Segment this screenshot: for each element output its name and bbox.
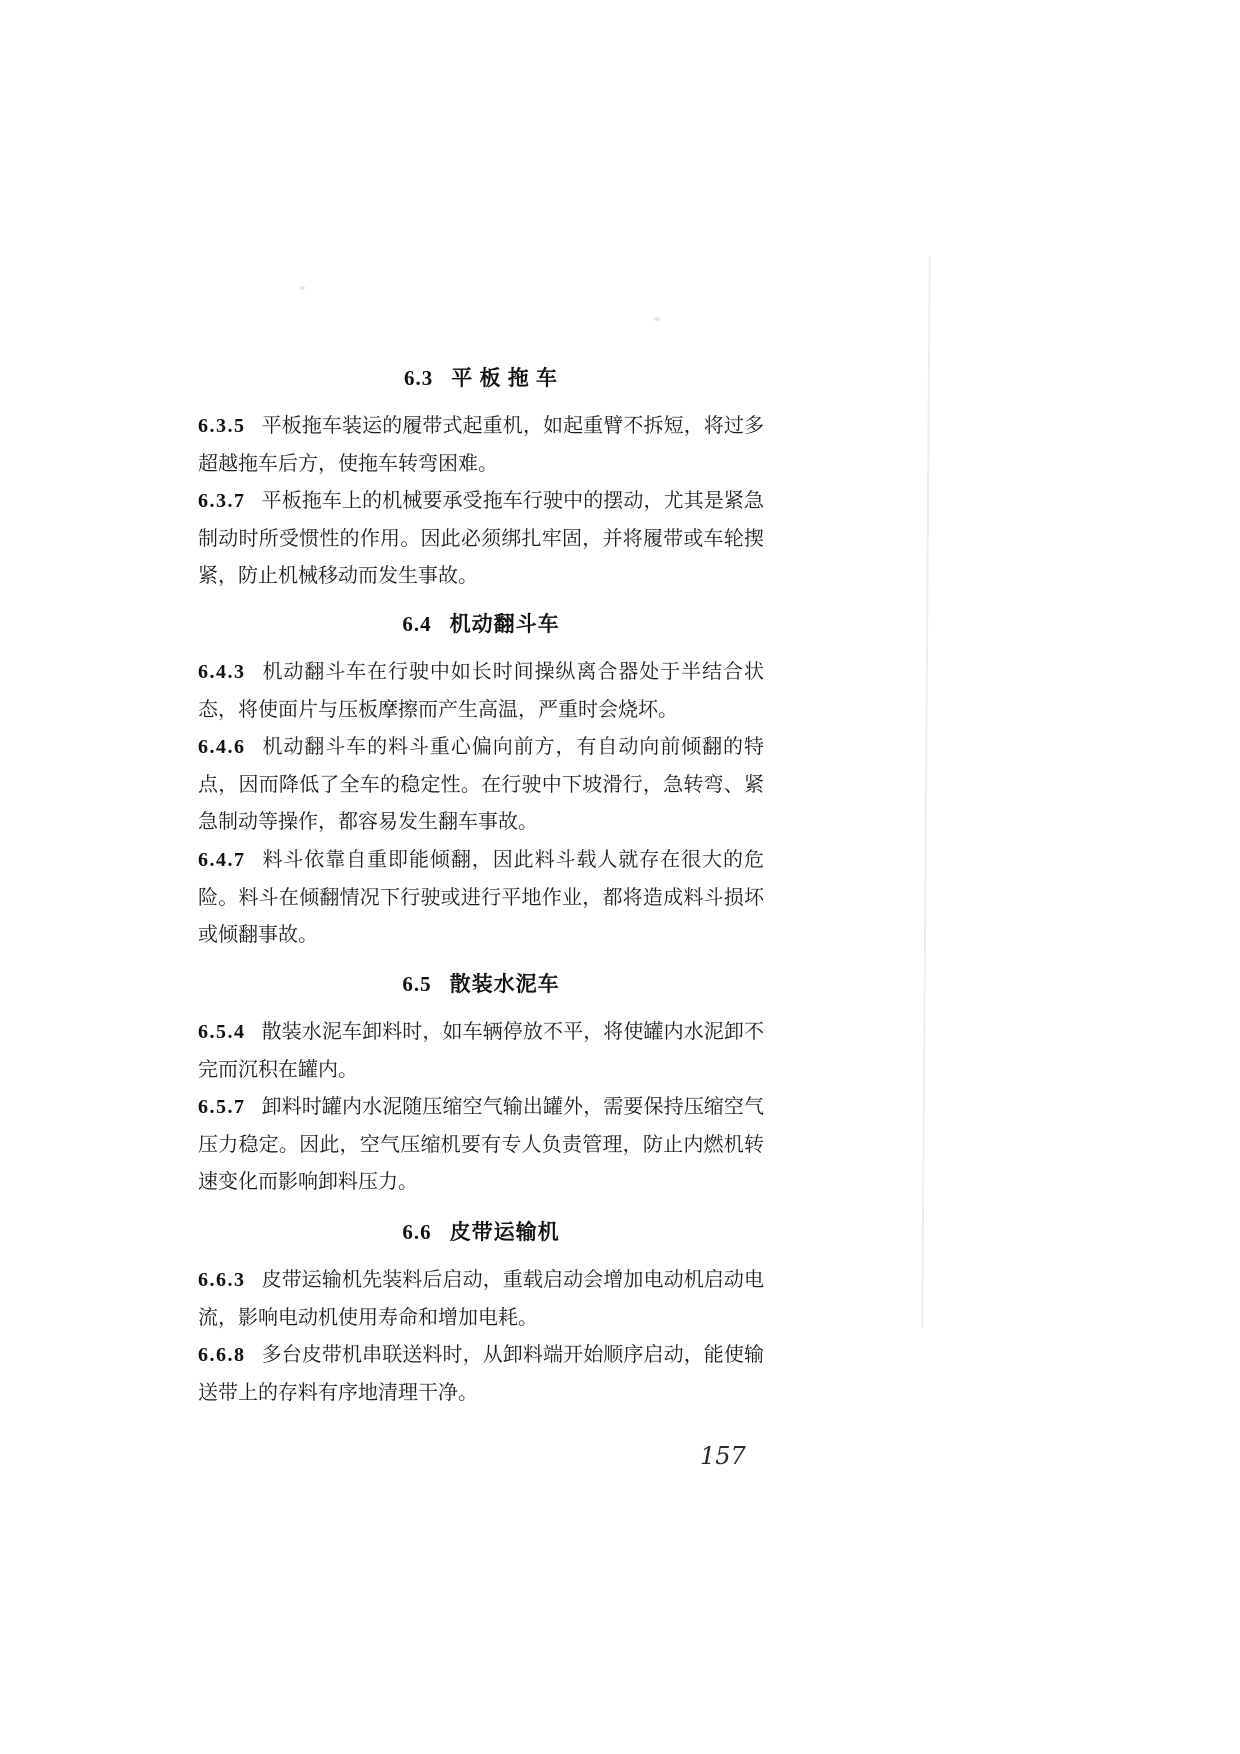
clause — [198, 842, 764, 955]
section-6-3 — [198, 362, 764, 596]
clause — [198, 1262, 764, 1337]
clause-text: 卸料时罐内水泥随压缩空气输出罐外，需要保持压缩空气压力稳定。因此，空气压缩机要有专人负责管理，防止内燃机转速变化而影响卸料压力。 — [198, 1096, 764, 1194]
section-6-5 — [198, 968, 764, 1202]
clause-text: 多台皮带机串联送料时，从卸料端开始顺序启动，能使输送带上的存料有序地清理干净。 — [198, 1344, 764, 1404]
clause-text: 平板拖车装运的履带式起重机，如起重臂不拆短，将过多超越拖车后方，使拖车转弯困难。 — [198, 415, 764, 475]
clause — [198, 1014, 764, 1089]
clause-text: 机动翻斗车在行驶中如长时间操纵离合器处于半结合状态，将使面片与压板摩擦而产生高温，严重时会烧坏。 — [198, 661, 764, 721]
clause-number: 6.5.7 — [198, 1096, 246, 1119]
clause-number: 6.5.4 — [198, 1021, 246, 1043]
clause — [198, 1337, 764, 1412]
section-heading — [198, 362, 764, 394]
section-title: 平 板 拖 车 — [451, 366, 558, 390]
clause-text: 机动翻斗车的料斗重心偏向前方，有自动向前倾翻的特点，因而降低了全车的稳定性。在行驶中下坡滑行，急转弯、紧急制动等操作，都容易发生翻车事故。 — [198, 736, 764, 834]
clause-number: 6.6.3 — [198, 1269, 246, 1291]
clause-number: 6.3.7 — [198, 490, 246, 513]
clause — [198, 408, 764, 483]
clause — [198, 1089, 764, 1202]
clause — [198, 729, 764, 842]
clause-text: 皮带运输机先装料后启动，重载启动会增加电动机启动电流，影响电动机使用寿命和增加电耗。 — [198, 1269, 764, 1329]
section-number: 6.3 — [404, 366, 434, 390]
clause-number: 6.3.5 — [198, 415, 246, 437]
section-title: 皮带运输机 — [449, 1220, 560, 1244]
clause — [198, 483, 764, 596]
section-number: 6.6 — [402, 1220, 432, 1244]
clause-number: 6.4.7 — [198, 848, 246, 871]
clause-number: 6.4.3 — [198, 661, 246, 683]
scan-speck — [300, 286, 305, 290]
clause — [198, 654, 764, 729]
clause-text: 平板拖车上的机械要承受拖车行驶中的摆动，尤其是紧急制动时所受惯性的作用。因此必须绑扎牢固，并将履带或车轮揳紧，防止机械移动而发生事故。 — [198, 490, 764, 588]
page-fold-scan-line — [921, 256, 930, 1328]
section-number: 6.5 — [402, 972, 432, 996]
clause-text: 料斗依靠自重即能倾翻，因此料斗载人就存在很大的危险。料斗在倾翻情况下行驶或进行平地作业，都将造成料斗损坏或倾翻事故。 — [198, 848, 764, 947]
clause-number: 6.4.6 — [198, 736, 246, 759]
section-number: 6.4 — [402, 612, 432, 636]
section-title: 机动翻斗车 — [449, 612, 560, 636]
section-heading — [198, 1216, 764, 1248]
clause-number: 6.6.8 — [198, 1344, 246, 1367]
section-title: 散装水泥车 — [449, 972, 560, 996]
clause-text: 散装水泥车卸料时，如车辆停放不平，将使罐内水泥卸不完而沉积在罐内。 — [198, 1021, 764, 1081]
section-6-6 — [198, 1216, 764, 1412]
scan-speck — [654, 317, 660, 321]
section-heading — [198, 968, 764, 1000]
page-number: 157 — [700, 1442, 746, 1470]
section-6-4 — [198, 608, 764, 955]
section-heading — [198, 608, 764, 640]
